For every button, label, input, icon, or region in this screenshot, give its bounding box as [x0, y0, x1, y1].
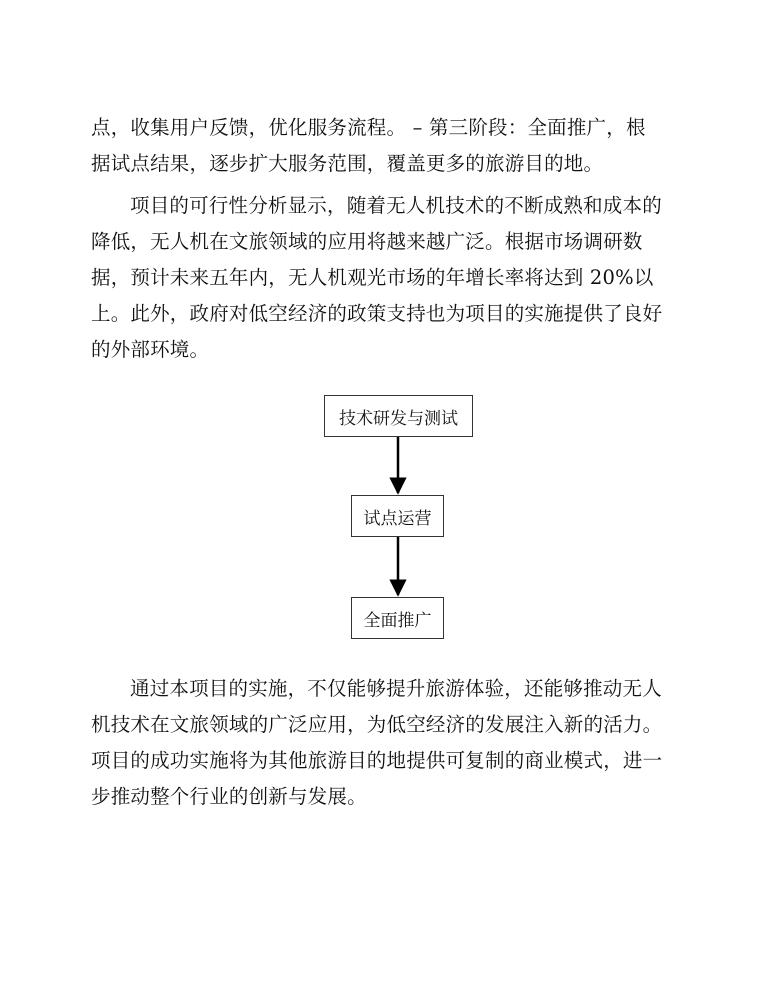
text-line: 机技术在文旅领域的广泛应用，为低空经济的发展注入新的活力。: [91, 713, 663, 736]
text-line-content: 项目的可行性分析显示，随着无人机技术的不断成熟和成本的: [130, 194, 662, 217]
text-line-indented: [91, 188, 675, 224]
text-line: 步推动整个行业的创新与发展。: [91, 785, 367, 808]
text-line: 点，收集用户反馈，优化服务流程。 – 第三阶段：全面推广，根: [91, 116, 646, 139]
text-line: 的外部环境。: [91, 338, 210, 361]
paragraph-conclusion: [91, 671, 675, 815]
text-line: 项目的成功实施将为其他旅游目的地提供可复制的商业模式，进一: [91, 749, 663, 772]
text-line: 据试点结果，逐步扩大服务范围，覆盖更多的旅游目的地。: [91, 152, 604, 175]
text-line-indented: [91, 671, 675, 707]
text-line: 上。此外，政府对低空经济的政策支持也为项目的实施提供了良好: [91, 302, 663, 325]
paragraph-feasibility: [91, 188, 675, 368]
flowchart-step-full-rollout: 全面推广: [351, 597, 444, 639]
flowchart-step-pilot-operation: 试点运营: [351, 495, 444, 537]
text-line: 据，预计未来五年内，无人机观光市场的年增长率将达到 20%以: [91, 266, 654, 289]
flowchart-step-rnd-testing: 技术研发与测试: [324, 395, 473, 437]
text-line-content: 通过本项目的实施，不仅能够提升旅游体验，还能够推动无人: [130, 677, 662, 700]
text-line: 降低，无人机在文旅领域的应用将越来越广泛。根据市场调研数: [91, 230, 643, 253]
paragraph-phase-description: [91, 110, 675, 182]
